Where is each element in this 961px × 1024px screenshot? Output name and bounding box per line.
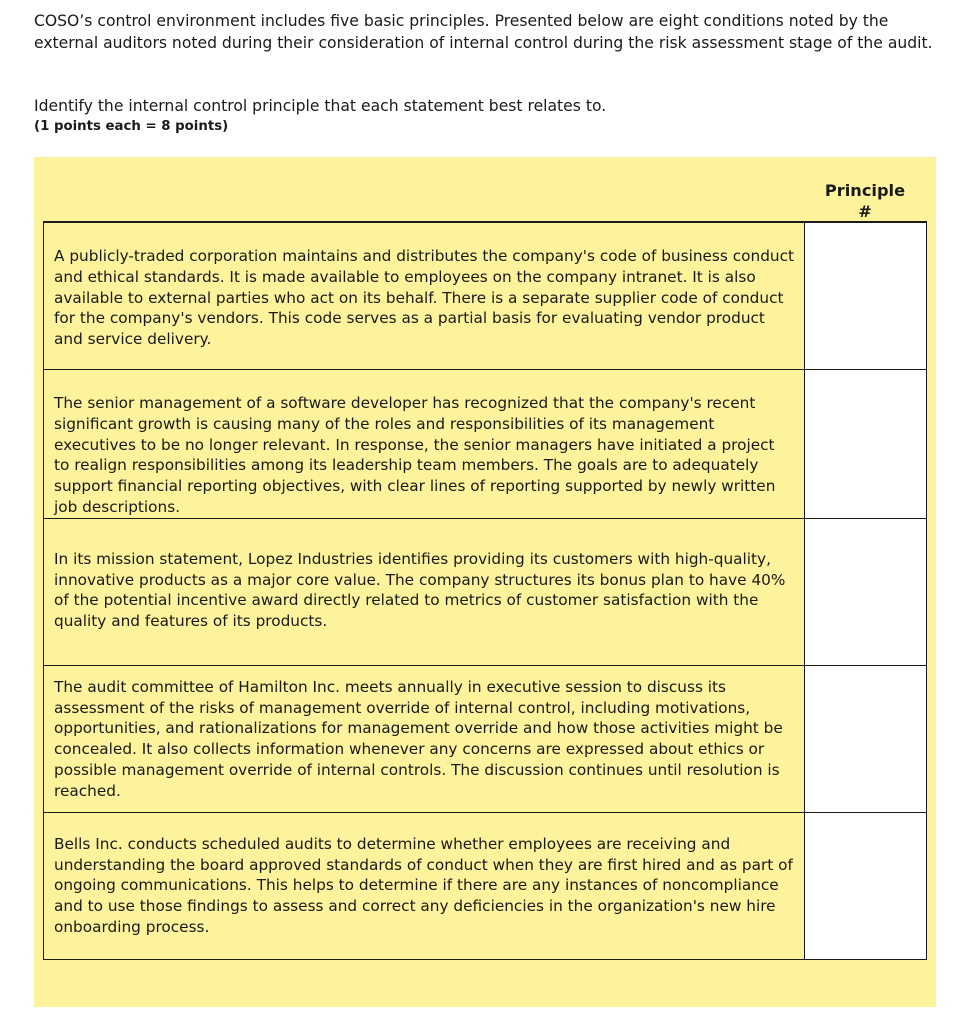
- principle-answer-cell[interactable]: [805, 665, 927, 812]
- principle-header-label: Principle: [824, 181, 906, 200]
- statement-text: Bells Inc. conducts scheduled audits to determine whether employees are receiving and understanding the board approved standards of conduct when they are first hired and as part of ongoing communications. This helps to determine if there are any instances of noncompliance and to use those findings to assess and correct any deficiencies in the organization's new hire onboarding process.: [54, 834, 793, 936]
- statement-cell: [44, 518, 805, 665]
- statements-table: [43, 222, 927, 960]
- table-row: [44, 370, 927, 519]
- principle-answer-cell[interactable]: [805, 518, 927, 665]
- statement-text: The audit committee of Hamilton Inc. meets annually in executive session to discuss its assessment of the risks of management override of internal control, including motivations, opportunities, and rationalizations for management override and how those activities might be concealed. It also collects information whenever any concerns are expressed about ethics or possible management override of internal controls. The discussion continues until resolution is reached.: [54, 677, 783, 800]
- instruction-text: Identify the internal control principle that each statement best relates to.: [34, 97, 607, 115]
- statement-cell: [44, 223, 805, 370]
- table-row: [44, 223, 927, 370]
- statement-cell: [44, 812, 805, 959]
- table-row: [44, 665, 927, 812]
- principle-column-header: [804, 181, 926, 222]
- principle-answer-cell[interactable]: [805, 812, 927, 959]
- principle-answer-cell[interactable]: [805, 223, 927, 370]
- table-row: [44, 812, 927, 959]
- principle-answer-cell[interactable]: [805, 370, 927, 519]
- statement-cell: [44, 370, 805, 519]
- statement-text: A publicly-traded corporation maintains and distributes the company's code of business conduct and ethical standards. It is made available to employees on the company intranet. It is also available to external parties who act on its behalf. There is a separate supplier code of conduct for the company's vendors. This code serves as a partial basis for evaluating vendor product and service delivery.: [54, 247, 795, 349]
- statement-cell: [44, 665, 805, 812]
- table-row: [44, 518, 927, 665]
- statement-text: The senior management of a software developer has recognized that the company's recent significant growth is causing many of the roles and responsibilities of its management executives to be no longer relevant. In response, the senior managers have initiated a project to realign responsibilities among its leadership team members. The goals are to adequately support financial reporting objectives, with clear lines of reporting supported by newly written job descriptions.: [54, 394, 776, 516]
- principle-header-number-sign: #: [858, 201, 872, 221]
- intro-paragraph: COSO’s control environment includes five basic principles. Presented below are eight conditions noted by the external auditors noted during their consideration of internal control during the risk assessment stage of the audit.: [34, 12, 933, 52]
- points-note: (1 points each = 8 points): [34, 119, 229, 134]
- statement-text: In its mission statement, Lopez Industries identifies providing its customers with high-quality, innovative products as a major core value. The company structures its bonus plan to have 40% of the potential incentive award directly related to metrics of customer satisfaction with the quality and features of its products.: [54, 549, 786, 631]
